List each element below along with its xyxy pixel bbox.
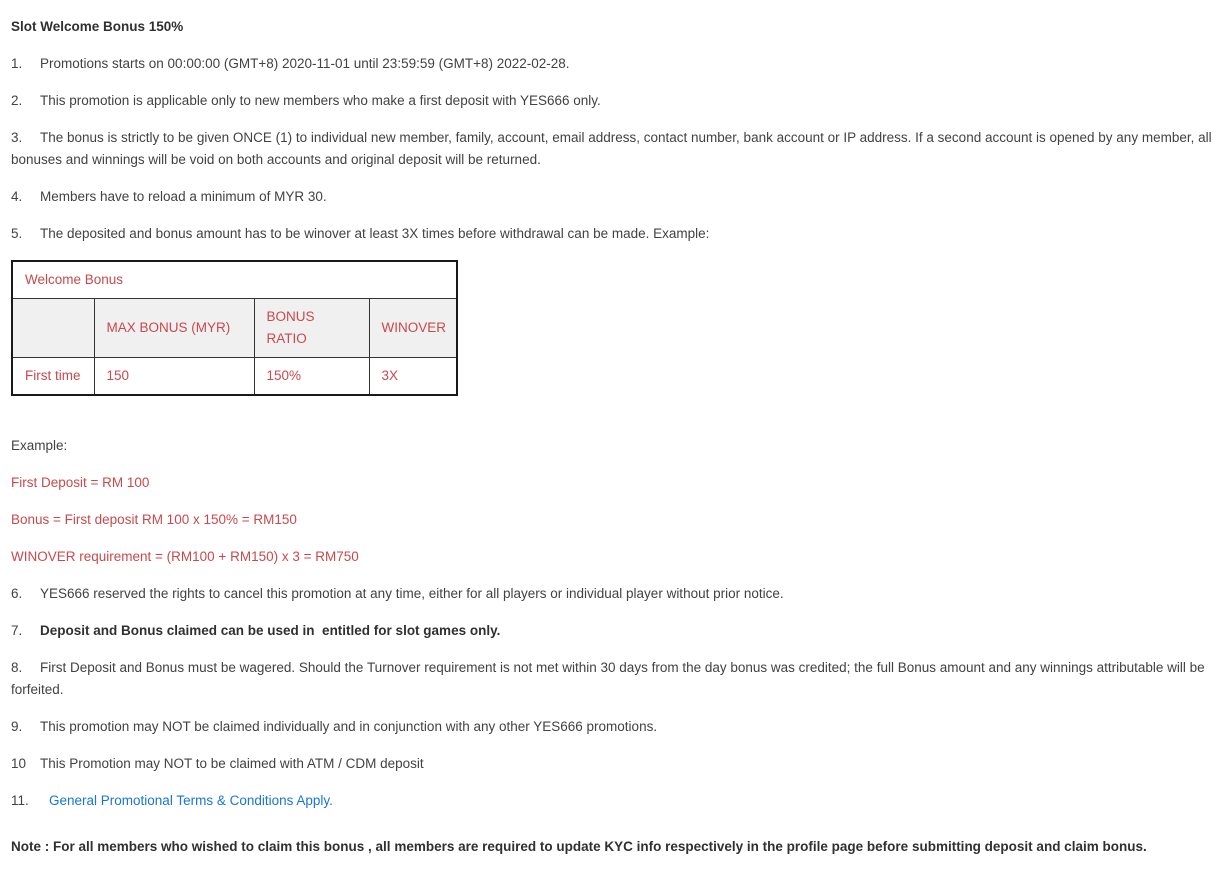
list-item-number: 4.	[11, 189, 23, 204]
list-item	[11, 127, 1215, 171]
list-item	[11, 753, 1215, 775]
page-title: Slot Welcome Bonus 150%	[11, 19, 184, 34]
list-item-text: First Deposit and Bonus must be wagered. Should the Turnover requirement is not met within 30 days from the day bonus was credited; the full Bonus amount and any winnings attributable will be forfeited.	[11, 660, 1209, 697]
table-header-row	[12, 299, 457, 358]
list-item-number: 6.	[11, 586, 23, 601]
table-header-cell: MAX BONUS (MYR)	[94, 299, 254, 358]
list-item	[11, 716, 1215, 738]
list-item-text: This promotion may NOT be claimed individually and in conjunction with any other YES666 promotions.	[40, 719, 658, 734]
list-item-number: 1.	[11, 56, 23, 71]
list-item-text: YES666 reserved the rights to cancel this promotion at any time, either for all players or individual player without prior notice.	[40, 586, 784, 601]
table-title: Welcome Bonus	[12, 261, 457, 299]
list-item-text: Promotions starts on 00:00:00 (GMT+8) 2020-11-01 until 23:59:59 (GMT+8) 2022-02-28.	[40, 56, 570, 71]
list-item-text: This promotion is applicable only to new members who make a first deposit with YES666 only.	[40, 93, 601, 108]
example-label: Example:	[11, 438, 68, 453]
table-cell: First time	[12, 358, 94, 396]
example-line: WINOVER requirement = (RM100 + RM150) x 3 = RM750	[11, 549, 359, 564]
list-item-number: 7.	[11, 623, 23, 638]
general-terms-link[interactable]: General Promotional Terms & Conditions Apply.	[49, 793, 333, 808]
table-cell: 150	[94, 358, 254, 396]
table-title-row	[12, 261, 457, 299]
table-header-cell	[12, 299, 94, 358]
list-item	[11, 620, 1215, 642]
list-item-number: 8.	[11, 660, 23, 675]
note-text: Note : For all members who wished to claim this bonus , all members are required to update KYC info respectively in the profile page before submitting deposit and claim bonus.	[11, 839, 1147, 854]
list-item-text: This Promotion may NOT to be claimed with ATM / CDM deposit	[40, 756, 424, 771]
list-item-number: 11.	[11, 793, 29, 808]
list-item-number: 9.	[11, 719, 23, 734]
example-line: Bonus = First deposit RM 100 x 150% = RM150	[11, 512, 297, 527]
list-item	[11, 53, 1215, 75]
table-cell: 3X	[369, 358, 457, 396]
example-line: First Deposit = RM 100	[11, 475, 150, 490]
list-item	[11, 790, 1215, 812]
list-item-text: Members have to reload a minimum of MYR 30.	[40, 189, 327, 204]
list-item-text: Deposit and Bonus claimed can be used in entitled for slot games only.	[40, 623, 501, 638]
list-item-text: The bonus is strictly to be given ONCE (1) to individual new member, family, account, email address, contact number, bank account or IP address. If a second account is opened by any member, all bonuses and winnings will be void on both accounts and original deposit will be returned.	[11, 130, 1216, 167]
list-item-text: The deposited and bonus amount has to be winover at least 3X times before withdrawal can be made. Example:	[40, 226, 710, 241]
table-header-cell: WINOVER	[369, 299, 457, 358]
list-item	[11, 657, 1215, 701]
list-item	[11, 223, 1215, 245]
list-item-number: 2.	[11, 93, 23, 108]
list-item	[11, 583, 1215, 605]
table-cell: 150%	[254, 358, 369, 396]
table-header-cell: BONUS RATIO	[254, 299, 369, 358]
list-item-number: 3.	[11, 130, 23, 145]
list-item	[11, 90, 1215, 112]
list-item-number: 10	[11, 756, 27, 771]
table-row	[12, 358, 457, 396]
welcome-bonus-table	[11, 260, 458, 396]
list-item	[11, 186, 1215, 208]
list-item-number: 5.	[11, 226, 23, 241]
